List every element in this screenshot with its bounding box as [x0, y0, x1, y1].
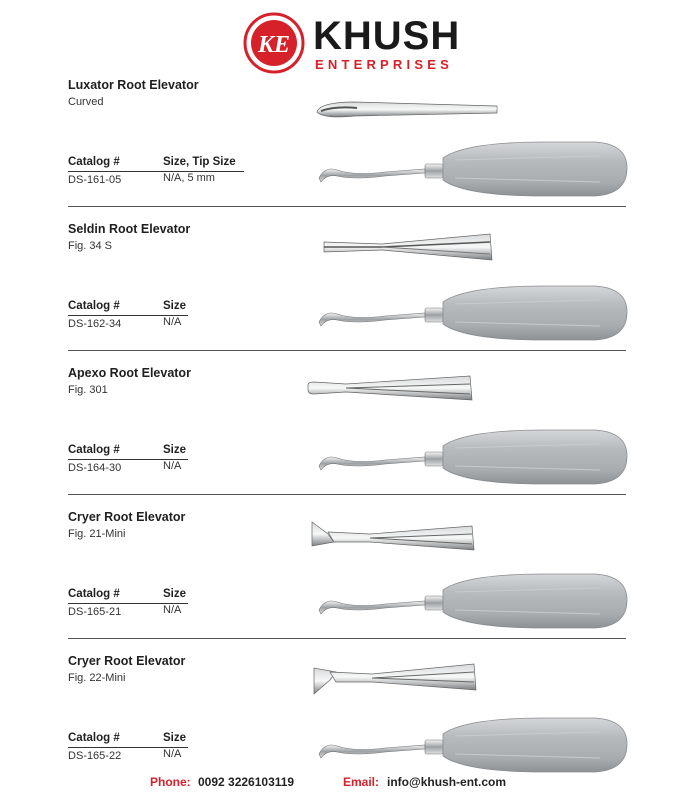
elevator-handle-icon	[315, 426, 630, 488]
product-name: Cryer Root Elevator	[68, 654, 186, 668]
catalog-header: Catalog #	[68, 444, 120, 456]
product-figure: Fig. 301	[68, 384, 108, 396]
brand-subtitle: ENTERPRISES	[315, 57, 453, 72]
size-value: N/A, 5 mm	[163, 172, 215, 184]
product-name: Cryer Root Elevator	[68, 510, 186, 524]
catalog-header: Catalog #	[68, 732, 120, 744]
product-cryer-22	[0, 654, 689, 794]
seldin-tip-icon	[322, 230, 494, 264]
product-seldin	[0, 222, 689, 362]
catalog-header: Catalog #	[68, 300, 120, 312]
company-logo	[243, 12, 461, 74]
phone-label: Phone:	[150, 775, 191, 789]
size-value: N/A	[163, 604, 182, 616]
contact-footer	[0, 775, 689, 793]
product-name: Luxator Root Elevator	[68, 78, 199, 92]
elevator-handle-icon	[315, 282, 630, 344]
size-header: Size	[163, 588, 187, 600]
catalog-number: DS-162-34	[68, 318, 122, 330]
elevator-handle-icon	[315, 138, 630, 200]
email-label: Email:	[343, 775, 380, 789]
product-apexo	[0, 366, 689, 506]
catalog-number: DS-161-05	[68, 174, 122, 186]
catalog-header: Catalog #	[68, 588, 120, 600]
elevator-handle-icon	[315, 570, 630, 632]
ke-badge-icon	[243, 12, 305, 74]
size-header: Size	[163, 444, 187, 456]
product-figure: Fig. 21-Mini	[68, 528, 126, 540]
table-rule	[68, 171, 244, 172]
size-header: Size	[163, 300, 187, 312]
svg-text:KE: KE	[257, 32, 291, 58]
size-value: N/A	[163, 748, 182, 760]
section-divider	[68, 206, 626, 207]
phone-number[interactable]: 0092 3226103119	[198, 775, 295, 789]
product-cryer-21	[0, 510, 689, 650]
product-figure: Curved	[68, 96, 104, 108]
cryer-22-tip-icon	[312, 660, 478, 700]
luxator-tip-icon	[315, 92, 500, 126]
catalog-number: DS-164-30	[68, 462, 122, 474]
product-figure: Fig. 34 S	[68, 240, 113, 252]
product-figure: Fig. 22-Mini	[68, 672, 126, 684]
size-header: Size	[163, 732, 187, 744]
size-value: N/A	[163, 316, 182, 328]
product-luxator	[0, 78, 689, 218]
email-address[interactable]: info@khush-ent.com	[387, 775, 507, 789]
product-name: Seldin Root Elevator	[68, 222, 191, 236]
elevator-handle-icon	[315, 714, 630, 776]
product-name: Apexo Root Elevator	[68, 366, 191, 380]
section-divider	[68, 638, 626, 639]
section-divider	[68, 494, 626, 495]
cryer-21-tip-icon	[310, 514, 476, 554]
section-divider	[68, 350, 626, 351]
catalog-number: DS-165-21	[68, 606, 122, 618]
apexo-tip-icon	[306, 372, 474, 404]
catalog-header: Catalog #	[68, 156, 120, 168]
size-header: Size, Tip Size	[163, 156, 236, 168]
brand-name: KHUSH	[313, 14, 461, 58]
catalog-number: DS-165-22	[68, 750, 122, 762]
size-value: N/A	[163, 460, 182, 472]
